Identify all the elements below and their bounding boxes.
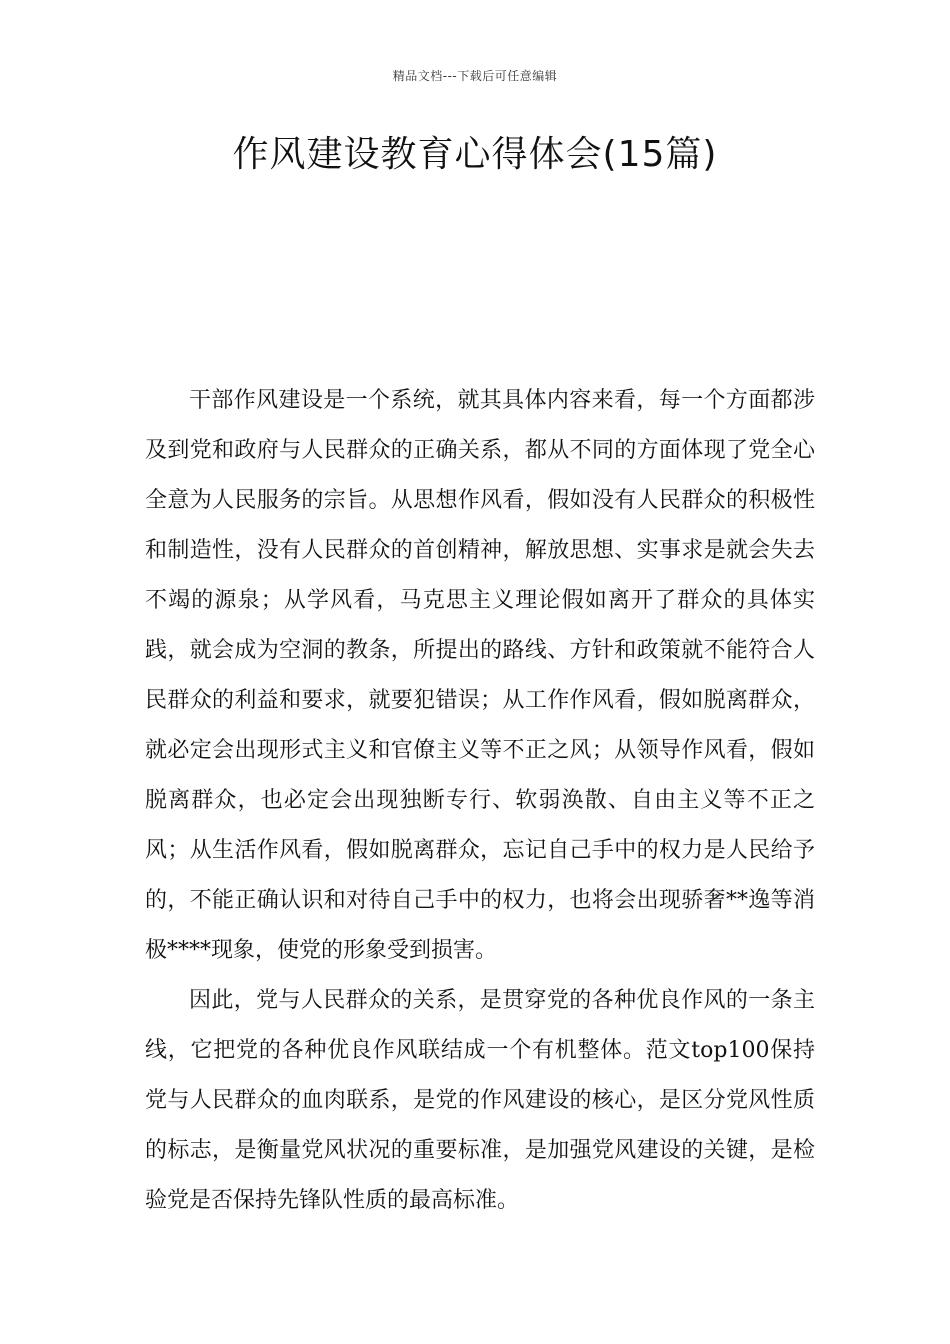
paragraph-2: 因此，党与人民群众的关系，是贯穿党的各种优良作风的一条主线，它把党的各种优良作风联结成一个有机整体。范文top100保持党与人民群众的血肉联系，是党的作风建设的核心，是区分党风性质的标志，是衡量党风状况的重要标准，是加强党风建设的关键，是检验党是否保持先锋队性质的最高标准。	[145, 988, 815, 1213]
paragraph-1: 干部作风建设是一个系统，就其具体内容来看，每一个方面都涉及到党和政府与人民群众的正确关系，都从不同的方面体现了党全心全意为人民服务的宗旨。从思想作风看，假如没有人民群众的积极性和制造性，没有人民群众的首创精神，解放思想、实事求是就会失去不竭的源泉；从学风看，马克思主义理论假如离开了群众的具体实践，就会成为空洞的教条，所提出的路线、方针和政策就不能符合人民群众的利益和要求，就要犯错误；从工作作风看，假如脱离群众，就必定会出现形式主义和官僚主义等不正之风；从领导作风看，假如脱离群众，也必定会出现独断专行、软弱涣散、自由主义等不正之风；从生活作风看，假如脱离群众，忘记自己手中的权力是人民给予的，不能正确认识和对待自己手中的权力，也将会出现骄奢**逸等消极****现象，使党的形象受到损害。	[145, 388, 815, 963]
document-body	[145, 376, 815, 1226]
document-title: 作风建设教育心得体会(15篇)	[232, 134, 718, 175]
page-header: 精品文档---下载后可任意编辑	[392, 69, 558, 83]
